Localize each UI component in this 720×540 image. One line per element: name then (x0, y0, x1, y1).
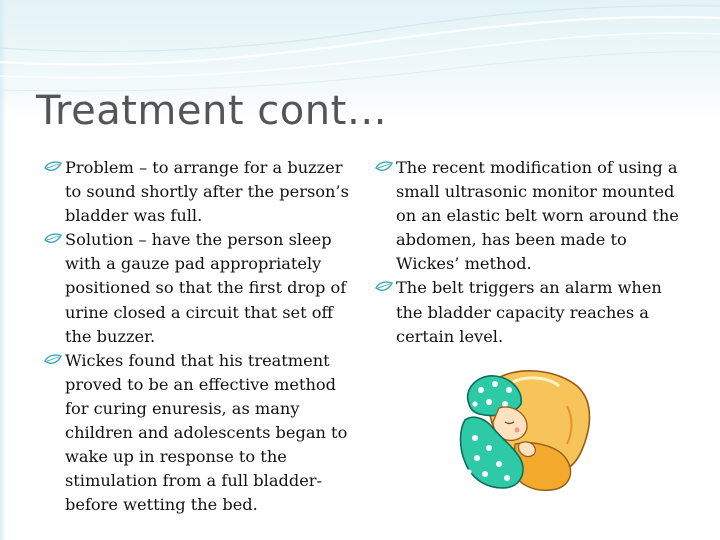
bullet-text: Solution – have the person sleep with a gauze pad appropriately positioned so that the first drop of urine closed a circuit that set off the buzzer. (65, 230, 347, 346)
leaf-bullet-icon (44, 233, 62, 246)
leaf-bullet-icon (44, 354, 62, 367)
list-item (44, 349, 352, 518)
leaf-bullet-icon (375, 281, 393, 294)
bullet-text: Problem – to arrange for a buzzer to sound shortly after the person’s bladder was full. (65, 158, 349, 226)
right-bullet-list (375, 156, 687, 349)
leaf-bullet-icon (375, 161, 393, 174)
sleeping-child-illustration (455, 360, 600, 495)
leaf-bullet-icon (44, 161, 62, 174)
left-bullet-list (44, 156, 352, 517)
list-item (44, 228, 352, 348)
list-item (375, 156, 687, 276)
list-item (375, 276, 687, 348)
list-item (44, 156, 352, 228)
slide-title: Treatment cont… (36, 88, 388, 134)
bullet-text: The recent modification of using a small ultrasonic monitor mounted on an elastic belt worn around the abdomen, has been made to Wickes’ method. (396, 158, 679, 274)
bullet-text: The belt triggers an alarm when the bladder capacity reaches a certain level. (396, 278, 662, 346)
bullet-text: Wickes found that his treatment proved to be an effective method for curing enuresis, as many children and adolescents began to wake up in response to the stimulation from a full bladder- before wetting the bed. (65, 350, 348, 515)
